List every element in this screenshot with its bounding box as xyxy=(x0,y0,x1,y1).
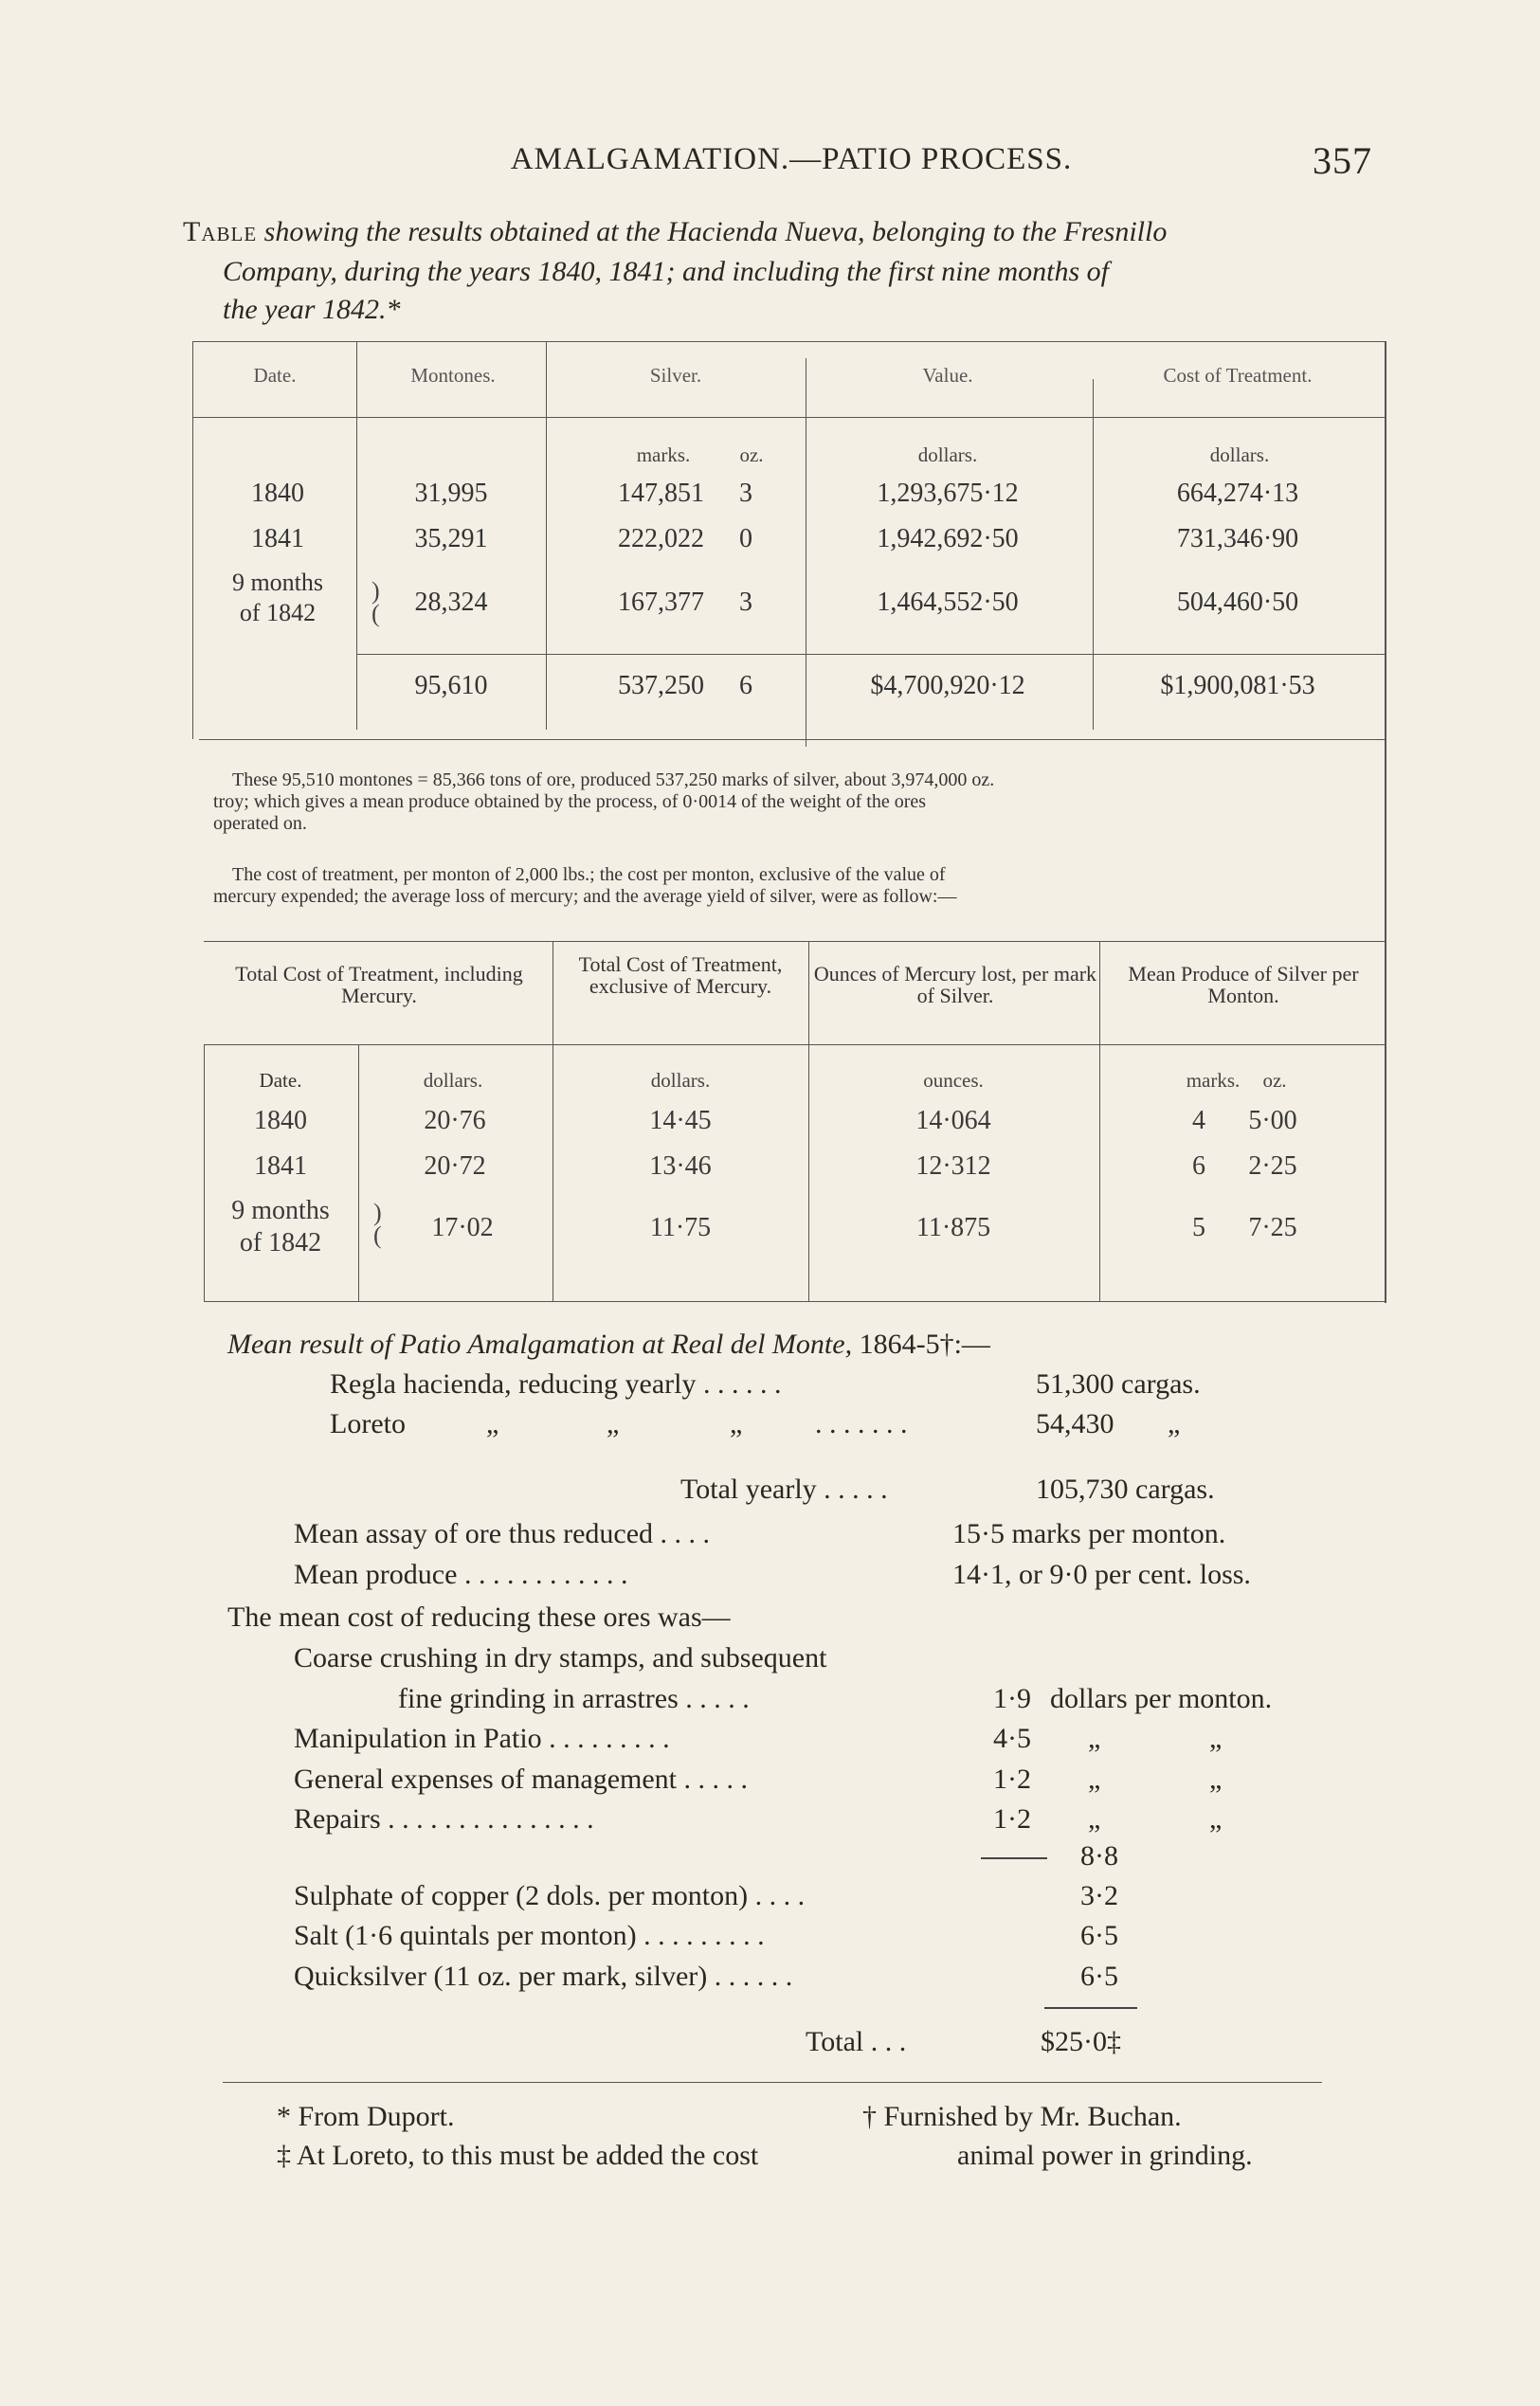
row-1841-cost: 731,346·90 xyxy=(1176,524,1299,553)
brace-icon-2: ) ( xyxy=(373,1199,382,1249)
coarse-label-1: Coarse crushing in dry stamps, and subsequent xyxy=(294,1642,827,1673)
total-yearly-label: Total yearly . . . . . xyxy=(680,1474,888,1505)
footnote-2: † Furnished by Mr. Buchan. xyxy=(862,2101,1182,2132)
unit2-ounces: ounces. xyxy=(923,1069,984,1092)
row2-1842-marks: 5 xyxy=(1192,1213,1205,1242)
th-silver: Silver. xyxy=(649,364,702,387)
total-yearly-value: 105,730 cargas. xyxy=(1036,1474,1215,1505)
row-1840-date: 1840 xyxy=(251,479,304,508)
unit2-date: Date. xyxy=(259,1069,302,1092)
total-cost: $1,900,081·53 xyxy=(1160,671,1315,700)
row2-1842-date-2: of 1842 xyxy=(239,1228,322,1257)
row-1840-marks: 147,851 xyxy=(618,479,704,508)
row2-1841-excl: 13·46 xyxy=(649,1151,712,1181)
th2-produce: Mean Produce of Silver per Monton. xyxy=(1128,962,1359,1007)
row2-1842-date-1: 9 months xyxy=(231,1196,330,1225)
subtotal-value: 8·8 xyxy=(1080,1840,1118,1872)
row2-1841-oz: 2·25 xyxy=(1248,1151,1297,1181)
general-value: 1·2 xyxy=(993,1764,1031,1795)
caption-text-1: showing the results obtained at the Hacienda Nueva, belonging to the Fresnillo xyxy=(263,216,1168,247)
note-paragraph-2: The cost of treatment, per monton of 2,000 lbs.; the cost per monton, exclusive of the value of mercury expended; the average loss of mercury; and the average yield of silver, were as follow:— xyxy=(213,864,957,907)
row2-1841-marks: 6 xyxy=(1192,1151,1205,1181)
footnote-3: ‡ At Loreto, to this must be added the cost xyxy=(277,2140,759,2171)
cost-intro: The mean cost of reducing these ores was— xyxy=(227,1601,731,1633)
row2-1840-date: 1840 xyxy=(254,1106,307,1135)
row-1841-date: 1841 xyxy=(251,524,304,553)
footnote-3-tail: animal power in grinding. xyxy=(957,2140,1253,2171)
row2-1842-oz: 7·25 xyxy=(1248,1213,1297,1242)
row2-1842-excl: 11·75 xyxy=(649,1213,712,1242)
loreto-leader: . . . . . . . xyxy=(815,1408,908,1439)
sulphate-value: 3·2 xyxy=(1080,1880,1118,1911)
ditto-8: „ xyxy=(1209,1764,1223,1795)
row2-1841-incl: 20·72 xyxy=(424,1151,486,1181)
coarse-unit: dollars per monton. xyxy=(1050,1683,1273,1714)
total2-value: $25·0‡ xyxy=(1041,2026,1121,2057)
unit-cost: dollars. xyxy=(1209,443,1270,466)
ditto-9: „ xyxy=(1088,1803,1101,1835)
table-caption-line-2: Company, during the years 1840, 1841; and including the first nine months of xyxy=(223,256,1109,287)
th-cost: Cost of Treatment. xyxy=(1163,364,1313,387)
th-value: Value. xyxy=(922,364,973,387)
row2-1840-ounces: 14·064 xyxy=(915,1106,991,1135)
unit2-marks: marks. xyxy=(1186,1069,1241,1092)
brace-icon: ) ( xyxy=(371,577,380,627)
row2-1841-date: 1841 xyxy=(254,1151,307,1181)
row2-1842-ounces: 11·875 xyxy=(915,1213,991,1242)
table-caption-line-3: the year 1842.* xyxy=(223,294,401,325)
manip-label: Manipulation in Patio . . . . . . . . . xyxy=(294,1723,670,1754)
assay-value: 15·5 marks per monton. xyxy=(952,1518,1226,1549)
running-header: AMALGAMATION.—PATIO PROCESS. xyxy=(510,142,1073,176)
footnote-1: * From Duport. xyxy=(277,2101,455,2132)
row-1842-marks: 167,377 xyxy=(618,588,704,617)
row2-1842-incl: 17·02 xyxy=(431,1213,494,1242)
repairs-label: Repairs . . . . . . . . . . . . . . . xyxy=(294,1803,594,1835)
th-date: Date. xyxy=(253,364,297,387)
general-label: General expenses of management . . . . . xyxy=(294,1764,748,1795)
ditto-2: „ xyxy=(607,1408,620,1439)
assay-label: Mean assay of ore thus reduced . . . . xyxy=(294,1518,711,1549)
page-number: 357 xyxy=(1313,139,1372,182)
ditto-5: „ xyxy=(1088,1723,1101,1754)
total-rule xyxy=(1044,2007,1137,2009)
manip-value: 4·5 xyxy=(993,1723,1031,1754)
unit2-excl: dollars. xyxy=(650,1069,711,1092)
total2-label: Total . . . xyxy=(806,2026,907,2057)
row-1840-montones: 31,995 xyxy=(414,479,488,508)
row-1841-oz: 0 xyxy=(739,524,752,553)
row-1840-oz: 3 xyxy=(739,479,752,508)
sulphate-label: Sulphate of copper (2 dols. per monton) . . . . xyxy=(294,1880,806,1911)
ditto-1: „ xyxy=(486,1408,499,1439)
row-1842-date-2: of 1842 xyxy=(239,599,317,626)
quick-label: Quicksilver (11 oz. per mark, silver) . . . . . . xyxy=(294,1961,793,1992)
salt-label: Salt (1·6 quintals per monton) . . . . . . . . . xyxy=(294,1920,765,1951)
salt-value: 6·5 xyxy=(1080,1920,1118,1951)
unit-marks: marks. xyxy=(636,443,691,466)
row-1840-value: 1,293,675·12 xyxy=(877,479,1019,508)
unit2-oz: oz. xyxy=(1262,1069,1287,1092)
total-montones: 95,610 xyxy=(414,671,488,700)
total-marks: 537,250 xyxy=(618,671,704,700)
caption-lead: Table xyxy=(183,216,258,247)
produce-value: 14·1, or 9·0 per cent. loss. xyxy=(952,1559,1251,1590)
table-caption-line-1 xyxy=(183,216,1167,248)
row2-1840-marks: 4 xyxy=(1192,1106,1205,1135)
row-1841-value: 1,942,692·50 xyxy=(877,524,1019,553)
th-montones: Montones. xyxy=(410,364,496,387)
th2-incl: Total Cost of Treatment, including Mercury. xyxy=(235,962,523,1007)
th2-excl: Total Cost of Treatment, exclusive of Mercury. xyxy=(578,952,783,998)
note-paragraph-1: These 95,510 montones = 85,366 tons of ore, produced 537,250 marks of silver, about 3,974,000 oz. troy; which gives a mean produce obtained by the process, of 0·0014 of the weight of the ores operated on. xyxy=(213,769,995,834)
ditto-10: „ xyxy=(1209,1803,1223,1835)
ditto-7: „ xyxy=(1088,1764,1101,1795)
total-value: $4,700,920·12 xyxy=(870,671,1025,700)
ditto-3: „ xyxy=(730,1408,743,1439)
th2-ounces: Ounces of Mercury lost, per mark of Silver. xyxy=(813,962,1097,1007)
row2-1840-excl: 14·45 xyxy=(649,1106,712,1135)
loreto-label: Loreto xyxy=(330,1408,406,1439)
regla-label: Regla hacienda, reducing yearly . . . . . . xyxy=(330,1368,782,1400)
coarse-label-2: fine grinding in arrastres . . . . . xyxy=(398,1683,750,1714)
subtotal-rule xyxy=(981,1857,1047,1859)
row-1842-date-1: 9 months xyxy=(231,569,324,596)
row2-1840-oz: 5·00 xyxy=(1248,1106,1297,1135)
row2-1841-ounces: 12·312 xyxy=(915,1151,991,1181)
row-1841-marks: 222,022 xyxy=(618,524,704,553)
row-1842-montones: 28,324 xyxy=(414,588,488,617)
total-oz: 6 xyxy=(739,671,752,700)
unit-oz: oz. xyxy=(739,443,764,466)
repairs-value: 1·2 xyxy=(993,1803,1031,1835)
mean-result-heading: Mean result of Patio Amalgamation at Real del Monte, 1864-5†:— xyxy=(227,1329,990,1360)
quick-value: 6·5 xyxy=(1080,1961,1118,1992)
unit-value: dollars. xyxy=(917,443,978,466)
footnote-rule xyxy=(223,2082,1322,2083)
ditto-6: „ xyxy=(1209,1723,1223,1754)
loreto-value: 54,430 xyxy=(1036,1408,1114,1439)
row-1842-value: 1,464,552·50 xyxy=(877,588,1019,617)
row-1840-cost: 664,274·13 xyxy=(1176,479,1299,508)
produce-label: Mean produce . . . . . . . . . . . . xyxy=(294,1559,628,1590)
row-1842-cost: 504,460·50 xyxy=(1176,588,1299,617)
regla-value: 51,300 cargas. xyxy=(1036,1368,1201,1400)
row-1842-oz: 3 xyxy=(739,588,752,617)
unit2-incl: dollars. xyxy=(423,1069,483,1092)
ditto-4: „ xyxy=(1168,1408,1181,1439)
row2-1840-incl: 20·76 xyxy=(424,1106,486,1135)
row-1841-montones: 35,291 xyxy=(414,524,488,553)
coarse-value: 1·9 xyxy=(993,1683,1031,1714)
